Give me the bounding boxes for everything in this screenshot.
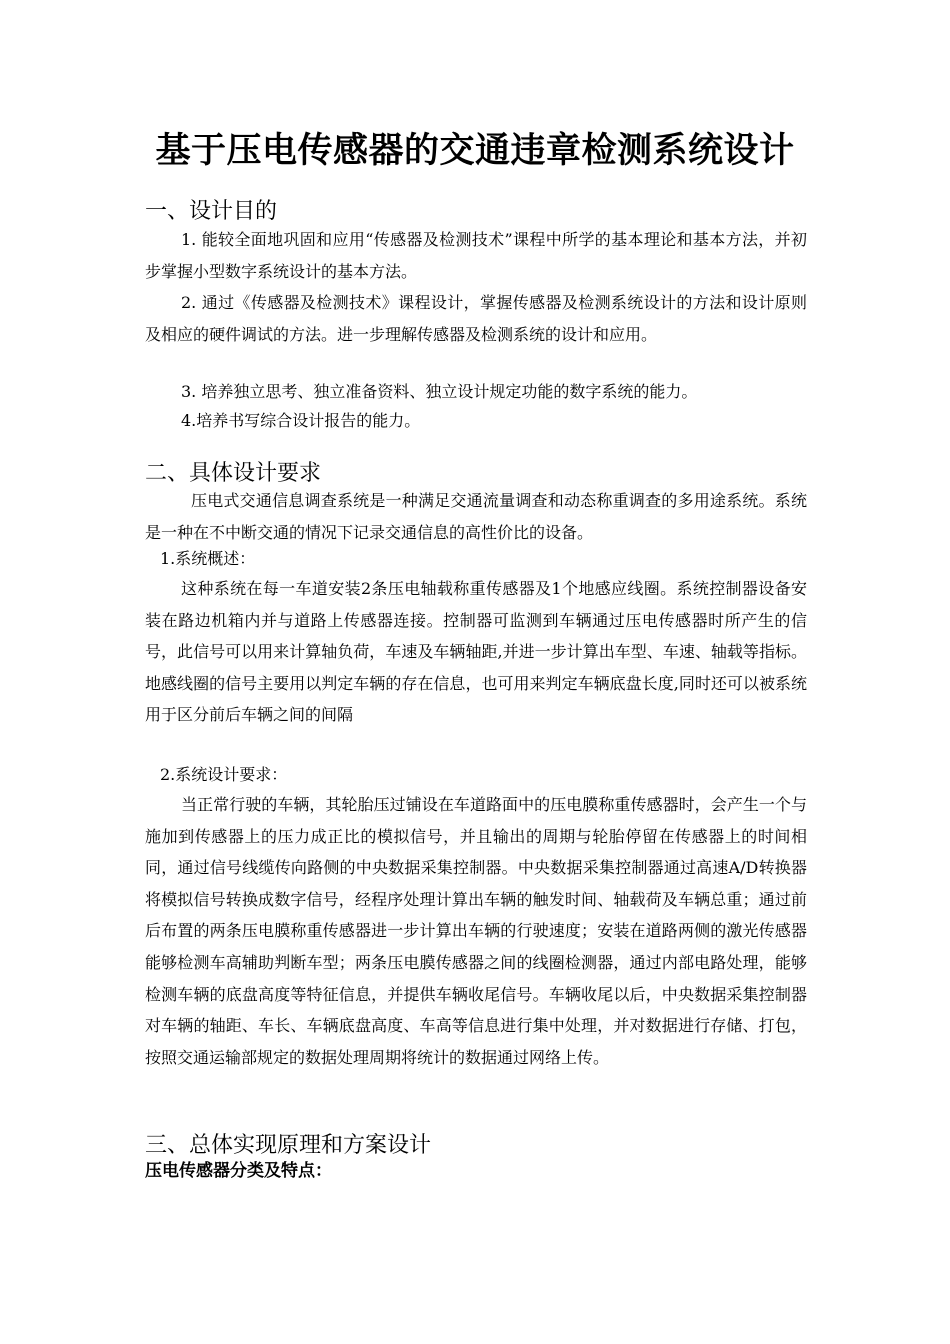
purpose-item-4: 4.培养书写综合设计报告的能力。 xyxy=(181,411,421,430)
section-heading-requirements: 二、具体设计要求 xyxy=(145,461,322,486)
system-requirements-text: 当正常行驶的车辆，其轮胎压过铺设在车道路面中的压电膜称重传感器时，会产生一个与施加到传感器上的压力成正比的模拟信号，并且输出的周期与轮胎停留在传感器上的时间相同，通过信号线缆传向路侧的中央数据采集控制器。中央数据采集控制器通过高速A/D转换器将模拟信号转换成数字信号，经程序处理计算出车辆的触发时间、轴载荷及车辆总重；通过前后布置的两条压电膜称重传感器进一步计算出车辆的行驶速度；安装在道路两侧的激光传感器能够检测车高辅助判断车型；两条压电膜传感器之间的线圈检测器，通过内部电路处理，能够检测车辆的底盘高度等特征信息，并提供车辆收尾信号。车辆收尾以后，中央数据采集控制器对车辆的轴距、车长、车辆底盘高度、车高等信息进行集中处理，并对数据进行存储、打包，按照交通运输部规定的数据处理周期将统计的数据通过网络上传。 xyxy=(145,795,807,1067)
system-requirements-label: 2.系统设计要求： xyxy=(160,765,288,784)
section-heading-design: 三、总体实现原理和方案设计 xyxy=(145,1133,432,1158)
piezo-sensor-subheading: 压电传感器分类及特点： xyxy=(145,1161,332,1181)
purpose-item-3: 3. 培养独立思考、独立准备资料、独立设计规定功能的数字系统的能力。 xyxy=(181,382,698,401)
system-overview-text: 这种系统在每一车道安装2条压电轴载称重传感器及1个地感应线圈。系统控制器设备安装在路边机箱内并与道路上传感器连接。控制器可监测到车辆通过压电传感器时所产生的信号，此信号可以用来计算轴负荷，车速及车辆轴距,并进一步计算出车型、车速、轴载等指标。地感线圈的信号主要用以判定车辆的存在信息，也可用来判定车辆底盘长度,同时还可以被系统用于区分前后车辆之间的间隔 xyxy=(145,579,807,725)
requirements-intro: 压电式交通信息调查系统是一种满足交通流量调查和动态称重调查的多用途系统。系统是一种在不中断交通的情况下记录交通信息的高性价比的设备。 xyxy=(145,491,807,542)
system-overview-label: 1.系统概述： xyxy=(160,549,256,568)
purpose-item-2: 2. 通过《传感器及检测技术》课程设计，掌握传感器及检测系统设计的方法和设计原则及相应的硬件调试的方法。进一步理解传感器及检测系统的设计和应用。 xyxy=(145,293,807,344)
section-heading-purpose: 一、设计目的 xyxy=(145,199,278,224)
document-title: 基于压电传感器的交通违章检测系统设计 xyxy=(155,131,795,171)
purpose-item-1: 1. 能较全面地巩固和应用“传感器及检测技术”课程中所学的基本理论和基本方法，并初步掌握小型数字系统设计的基本方法。 xyxy=(145,230,807,281)
